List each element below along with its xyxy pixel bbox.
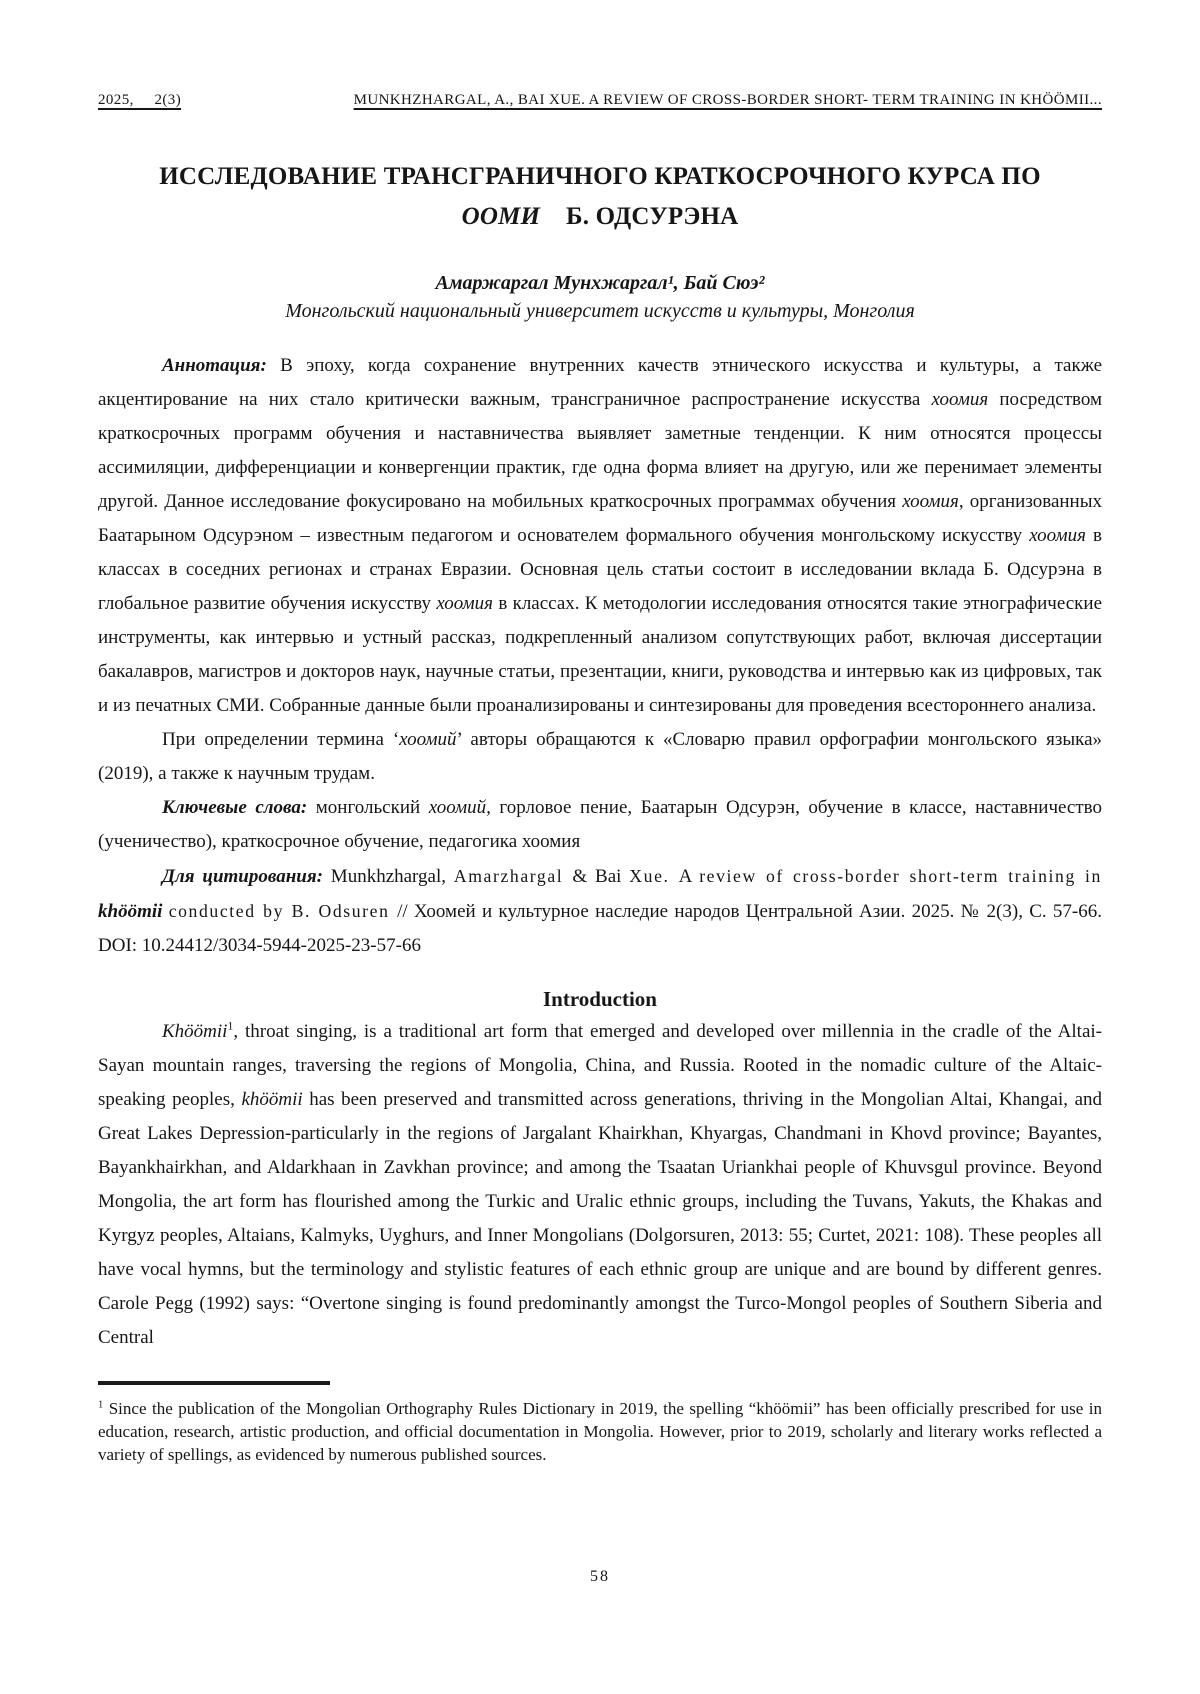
page-number: 58 <box>590 1568 610 1585</box>
introduction-paragraph: Khöömii$^1$, throat singing, is a traditional art form that emerged and developed over millennia in the cradle of the Altai-Sayan mountain ranges, traversing the regions of Mongolia, China, and Russia. Rooted in the nomadic culture of the Altaic-speaking peoples, khöömii has been preserved and transmitted across generations, thriving in the Mongolian Altai, Khangai, and Great Lakes Depression-particularly in the regions of Jargalant Khairkhan, Khyargas, Chandmani in Khovd province; Bayantes, Bayankhairkhan, and Aldarkhaan in Zavkhan province; and among the Tsaatan Uriankhai people of Khuvsgul province. Beyond Mongolia, the art form has flourished among the Turkic and Uralic ethnic groups, including the Tuvans, Yakuts, the Khakas and Kyrgyz peoples, Altaians, Kalmyks, Uyghurs, and Inner Mongolians (Dolgorsuren, 2013: 55; Curtet, 2021: 108). These peoples all have vocal hymns, but the terminology and stylistic features of each ethnic group are unique and are bound by different genres. Carole Pegg (1992) says: “Overtone singing is found predominantly amongst the Turco-Mongol peoples of Southern Siberia and Central <box>98 1019 1103 1348</box>
abstract-definition-paragraph: При определении термина ‘хоомий’ авторы обращаются к «Словарю правил орфографии монгольского языка» (2019), а также к научным трудам. <box>98 729 1102 784</box>
authors-line: Амаржаргал Мунхжаргал¹, Бай Сюэ² <box>435 272 765 294</box>
article-title-line2: ООМИ Б. ОДСУРЭНА <box>461 203 739 230</box>
citation-paragraph: Для цитирования: Munkhzhargal, Amarzhargal & Bai Xue. A review of cross-border short-term training in khöömii conducted by B. Odsuren // Хоомей и культурное наследие народов Центральной Азии. 2025. № 2(3), С. 57-66. DOI: 10.24412/3034-5944-2025-23-57-66 <box>98 866 1102 956</box>
footnote-text: $^1$ Since the publication of the Mongolian Orthography Rules Dictionary in 2019, the spelling “khöömii” has been officially prescribed for use in education, research, artistic production, and official documentation in Mongolia. However, prior to 2019, scholarly and literary works reflected a variety of spellings, as evidenced by numerous published sources. <box>98 1398 1102 1464</box>
footnote-divider <box>98 1381 330 1385</box>
section-heading-introduction: Introduction <box>543 987 657 1011</box>
journal-issue: 2025, 2(3) <box>98 92 182 108</box>
page-header <box>98 92 1102 109</box>
abstract-paragraph: Аннотация: В эпоху, когда сохранение внутренних качеств этнического искусства и культуры, а также акцентирование на них стало критически важным, трансграничное распространение искусства хоомия посредством краткосрочных программ обучения и наставничества выявляет заметные тенденции. К ним относятся процессы ассимиляции, дифференциации и конвергенции практик, где одна форма влияет на другую, или же перенимает элементы другой. Данное исследование фокусировано на мобильных краткосрочных программах обучения хоомия, организованных Баатарыном Одсурэном – известным педагогом и основателем формального обучения монгольскому искусству хоомия в классах в соседних регионах и странах Евразии. Основная цель статьи состоит в исследовании вклада Б. Одсурэна в глобальное развитие обучения искусству хоомия в классах. К методологии исследования относятся такие этнографические инструменты, как интервью и устный рассказ, подкрепленный анализом сопутствующих работ, включая диссертации бакалавров, магистров и докторов наук, научные статьи, презентации, книги, руководства и интервью как из цифровых, так и из печатных СМИ. Собранные данные были проанализированы и синтезированы для проведения всестороннего анализа. <box>98 355 1103 716</box>
article-title-line1: ИССЛЕДОВАНИЕ ТРАНСГРАНИЧНОГО КРАТКОСРОЧНОГО КУРСА ПО <box>159 163 1041 190</box>
running-title: MUNKHZHARGAL, A., BAI XUE. A REVIEW OF CROSS-BORDER SHORT- TERM TRAINING IN KHÖÖMII... <box>353 92 1102 108</box>
article-title <box>98 157 1102 237</box>
keywords-paragraph: Ключевые слова: монгольский хоомий, горловое пение, Баатарын Одсурэн, обучение в классе, наставничество (ученичество), краткосрочное обучение, педагогика хоомия <box>98 797 1102 852</box>
affiliation-line: Монгольский национальный университет искусств и культуры, Монголия <box>285 300 915 322</box>
